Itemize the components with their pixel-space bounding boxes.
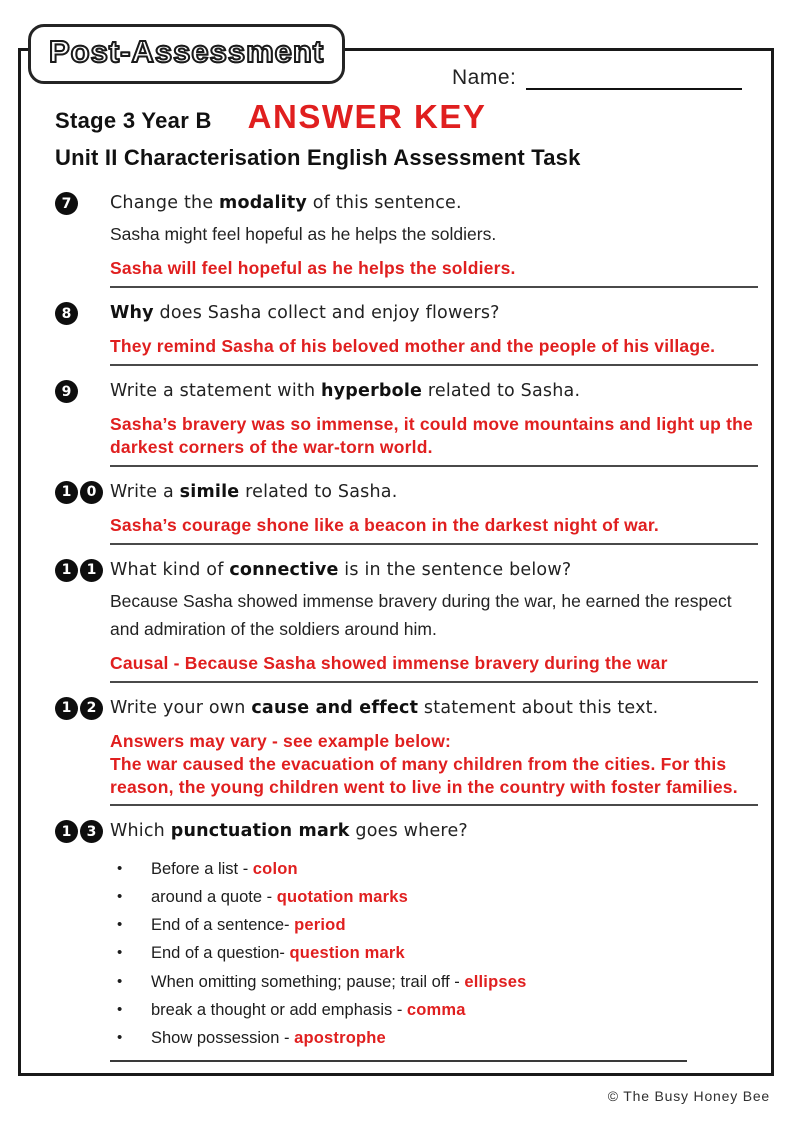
question-8-prompt	[110, 300, 758, 326]
question-11-prompt	[110, 557, 758, 583]
number-circle: 1	[55, 697, 78, 720]
bullet-text: When omitting something; pause; trail off -	[151, 972, 465, 991]
prompt-text: of this sentence.	[307, 193, 462, 213]
question-12-prompt	[110, 695, 758, 721]
unit-title: Unit II Characterisation English Assessment Task	[55, 145, 581, 170]
question-11-number	[55, 557, 110, 683]
bullet-answer: colon	[252, 859, 298, 878]
number-circle: 3	[80, 820, 103, 843]
bullet-text: Show possession -	[151, 1029, 295, 1048]
question-8-answer: They remind Sasha of his beloved mother and the people of his village.	[110, 335, 758, 366]
question-8	[55, 300, 758, 366]
question-10-answer: Sasha’s courage shone like a beacon in the darkest night of war.	[110, 514, 758, 545]
question-12-answer	[110, 730, 758, 806]
answer-key-label: ANSWER KEY	[247, 98, 487, 135]
punctuation-bullet-list	[110, 860, 687, 1063]
answer-example-line: The war caused the evacuation of many children from the cities. For this reason, the young children went to live in the country with foster families.	[110, 753, 738, 797]
question-11-stimulus: Because Sasha showed immense bravery during the war, he earned the respect and admiration of the soldiers around him.	[110, 591, 732, 639]
prompt-text: related to Sasha.	[422, 381, 581, 401]
question-list	[55, 190, 758, 1074]
bullet-answer: apostrophe	[294, 1029, 386, 1048]
name-label: Name:	[452, 66, 517, 89]
prompt-text: What kind of	[110, 559, 230, 580]
bullet-answer: period	[294, 916, 346, 935]
question-11	[55, 557, 758, 683]
answer-note-line: Answers may vary - see example below:	[110, 731, 452, 751]
bullet-icon: •	[117, 887, 123, 905]
prompt-text: does Sasha collect and enjoy flowers?	[153, 303, 500, 323]
badge-title: Post-Assessment	[49, 34, 325, 69]
question-13-number	[55, 818, 110, 1062]
number-circle: 0	[80, 481, 103, 504]
bullet-icon: •	[117, 1000, 123, 1018]
question-9-answer: Sasha’s bravery was so immense, it could move mountains and light up the darkest corners of the war-torn world.	[110, 413, 758, 467]
bullet-answer: ellipses	[464, 972, 527, 991]
number-circle: 1	[80, 559, 103, 582]
bullet-text: break a thought or add emphasis -	[151, 1000, 407, 1019]
prompt-text: is in the sentence below?	[338, 559, 572, 580]
number-circle: 7	[55, 192, 78, 215]
question-9-number	[55, 378, 110, 467]
prompt-text: statement about this text.	[418, 697, 659, 718]
bullet-text: Before a list -	[151, 859, 253, 878]
bullet-answer: quotation marks	[276, 887, 409, 906]
question-13-prompt	[110, 818, 758, 844]
number-circle: 1	[55, 820, 78, 843]
list-item	[110, 916, 687, 936]
list-item	[110, 973, 687, 993]
prompt-keyword: cause and effect	[251, 697, 419, 718]
bullet-text: End of a question-	[151, 944, 290, 963]
question-7-number	[55, 190, 110, 288]
question-10	[55, 479, 758, 545]
number-circle: 9	[55, 380, 78, 403]
name-blank-line[interactable]	[526, 68, 742, 90]
question-11-answer: Causal - Because Sasha showed immense bravery during the war	[110, 652, 758, 683]
bullet-icon: •	[117, 1029, 123, 1047]
bullet-answer: comma	[406, 1000, 466, 1019]
question-12	[55, 695, 758, 807]
prompt-text: Write a	[110, 481, 180, 502]
worksheet-header	[55, 100, 755, 171]
stage-label: Stage 3 Year B	[55, 108, 212, 133]
list-item	[110, 1029, 687, 1049]
list-item	[110, 860, 687, 880]
prompt-keyword: modality	[219, 193, 308, 213]
prompt-text: Which	[110, 821, 171, 842]
stage-row	[55, 100, 755, 134]
list-item	[110, 888, 687, 908]
prompt-keyword: punctuation mark	[170, 821, 350, 842]
prompt-keyword: connective	[229, 559, 339, 580]
bullet-answer: question mark	[289, 944, 405, 963]
question-9	[55, 378, 758, 467]
copyright-credit: © The Busy Honey Bee	[607, 1088, 770, 1104]
prompt-keyword: simile	[179, 481, 240, 502]
bullet-icon: •	[117, 916, 123, 934]
question-9-prompt	[110, 378, 758, 404]
post-assessment-badge	[28, 24, 345, 84]
question-7-stimulus: Sasha might feel hopeful as he helps the soldiers.	[110, 224, 497, 245]
question-13	[55, 818, 758, 1062]
bullet-icon: •	[117, 972, 123, 990]
prompt-text: Write your own	[110, 697, 252, 718]
bullet-text: End of a sentence-	[151, 916, 295, 935]
number-circle: 1	[55, 481, 78, 504]
prompt-text: goes where?	[349, 821, 468, 842]
prompt-text: related to Sasha.	[239, 481, 398, 502]
question-10-prompt	[110, 479, 758, 505]
question-7-prompt	[110, 190, 758, 216]
prompt-keyword: Why	[110, 303, 154, 323]
bullet-icon: •	[117, 859, 123, 877]
prompt-text: Write a statement with	[110, 381, 322, 401]
prompt-keyword: hyperbole	[321, 381, 423, 401]
list-item	[110, 1001, 687, 1021]
number-circle: 1	[55, 559, 78, 582]
number-circle: 8	[55, 302, 78, 325]
question-8-number	[55, 300, 110, 366]
name-row	[452, 66, 742, 90]
list-item	[110, 944, 687, 964]
question-7	[55, 190, 758, 288]
bullet-text: around a quote -	[151, 887, 277, 906]
question-12-number	[55, 695, 110, 807]
question-10-number	[55, 479, 110, 545]
prompt-text: Change the	[110, 193, 220, 213]
number-circle: 2	[80, 697, 103, 720]
question-7-answer: Sasha will feel hopeful as he helps the soldiers.	[110, 257, 758, 288]
bullet-icon: •	[117, 944, 123, 962]
